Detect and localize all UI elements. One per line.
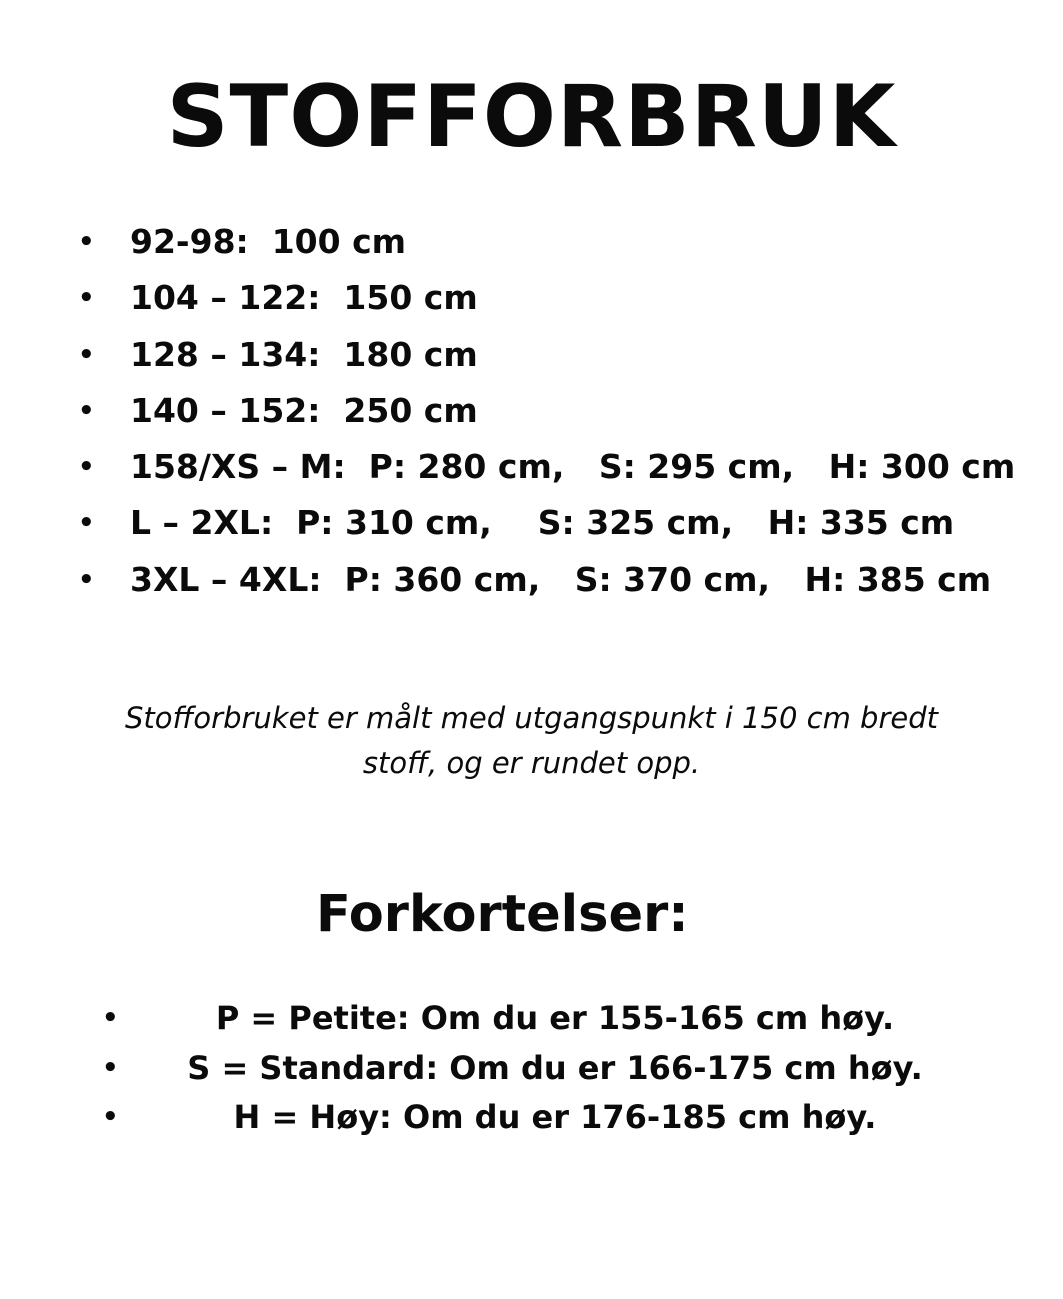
bullet-icon: • xyxy=(78,452,95,483)
size-entry: 140 – 152: 250 cm xyxy=(130,390,478,430)
list-item xyxy=(78,383,1015,439)
size-entry: 158/XS – M: P: 280 cm, S: 295 cm, H: 300 cm xyxy=(130,447,1016,487)
abbreviation-entry: P = Petite: Om du er 155-165 cm høy. xyxy=(215,999,895,1037)
bullet-icon: • xyxy=(78,508,95,539)
size-list xyxy=(78,214,1015,608)
page-title: STOFFORBRUK xyxy=(166,67,897,167)
list-item xyxy=(100,1044,980,1094)
abbreviation-entry: S = Standard: Om du er 166-175 cm høy. xyxy=(187,1048,923,1087)
bullet-icon: • xyxy=(102,1003,119,1033)
bullet-icon: • xyxy=(78,283,95,314)
size-entry: 3XL – 4XL: P: 360 cm, S: 370 cm, H: 385 cm xyxy=(130,559,992,599)
bullet-icon: • xyxy=(78,339,95,370)
bullet-icon: • xyxy=(78,227,95,257)
list-item xyxy=(100,1093,980,1143)
bullet-icon: • xyxy=(78,564,95,595)
list-item xyxy=(78,552,1015,608)
abbreviations-heading: Forkortelser: xyxy=(316,885,689,944)
size-entry: 92-98: 100 cm xyxy=(130,222,407,261)
abbreviations-list xyxy=(100,994,980,1143)
size-entry: 128 – 134: 180 cm xyxy=(130,334,478,374)
bullet-icon: • xyxy=(102,1102,119,1132)
fabric-note xyxy=(0,696,1063,786)
size-entry: L – 2XL: P: 310 cm, S: 325 cm, H: 335 cm xyxy=(130,503,955,543)
bullet-icon: • xyxy=(102,1052,119,1083)
list-item xyxy=(78,439,1015,495)
list-item xyxy=(78,495,1015,551)
list-item xyxy=(78,327,1015,383)
fabric-note-line: Stofforbruket er målt med utgangspunkt i 150 cm bredt xyxy=(124,701,938,735)
abbreviation-entry: H = Høy: Om du er 176-185 cm høy. xyxy=(233,1098,877,1136)
fabric-note-line: stoff, og er rundet opp. xyxy=(362,746,701,780)
list-item xyxy=(78,214,1015,270)
list-item xyxy=(78,270,1015,326)
list-item xyxy=(100,994,980,1044)
bullet-icon: • xyxy=(78,395,95,426)
size-entry: 104 – 122: 150 cm xyxy=(130,278,478,318)
